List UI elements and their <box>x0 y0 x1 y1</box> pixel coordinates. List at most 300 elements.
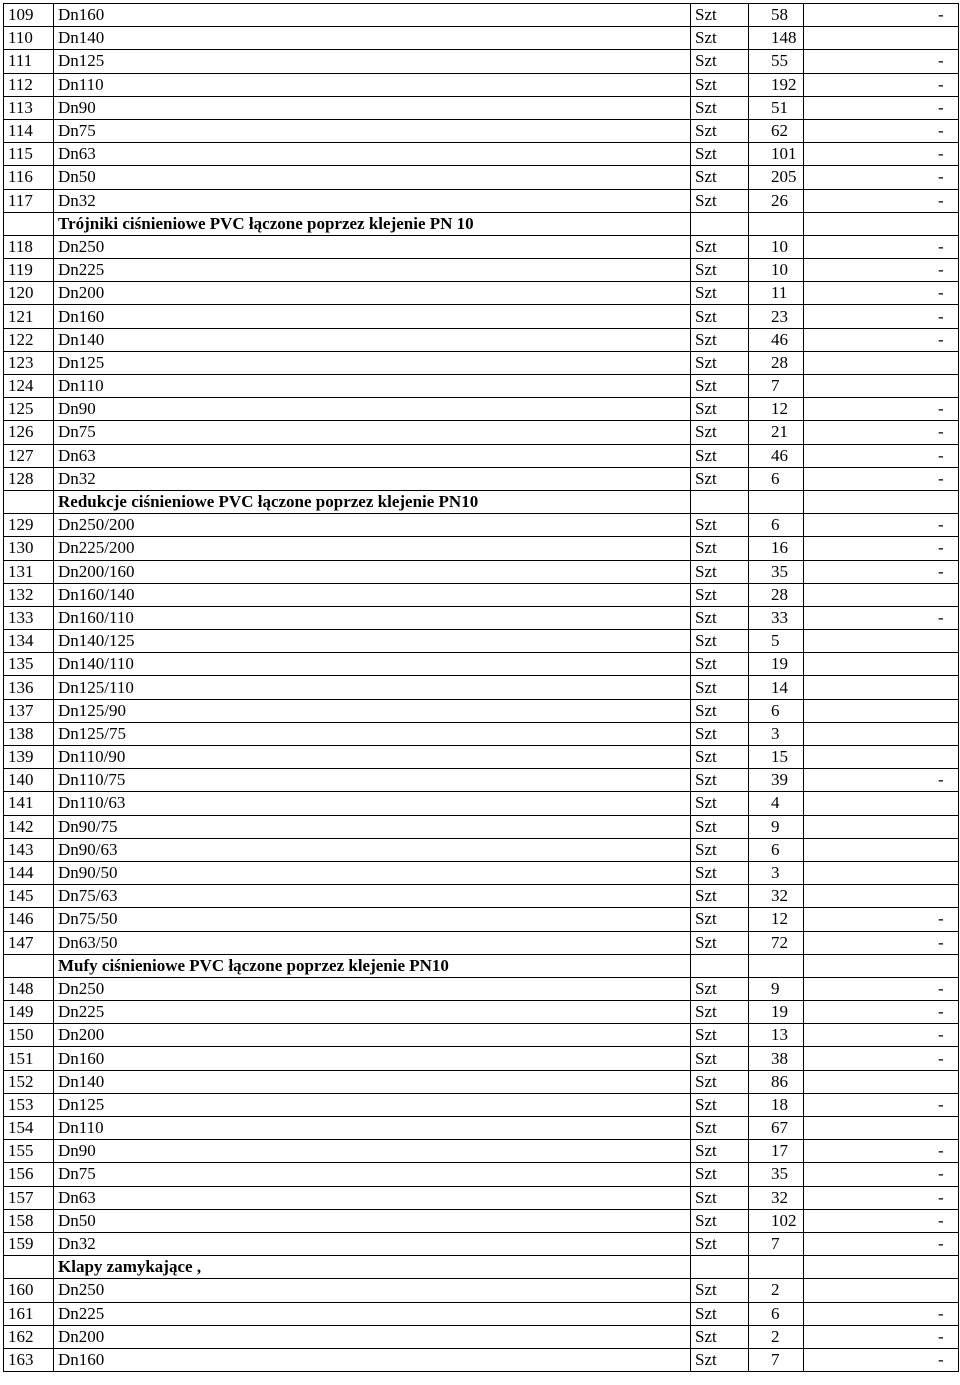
table-row <box>4 1024 959 1047</box>
mark-cell <box>804 1256 959 1279</box>
table-row <box>4 235 959 258</box>
row-number-cell: 146 <box>4 908 54 931</box>
table-row <box>4 1163 959 1186</box>
item-name-cell: Dn63/50 <box>54 931 691 954</box>
mark-cell: - <box>804 1232 959 1255</box>
mark-cell: - <box>804 166 959 189</box>
mark-cell <box>804 676 959 699</box>
unit-cell: Szt <box>691 73 749 96</box>
row-number-cell: 159 <box>4 1232 54 1255</box>
mark-cell: - <box>804 259 959 282</box>
mark-cell <box>804 490 959 513</box>
unit-cell: Szt <box>691 143 749 166</box>
mark-cell <box>804 375 959 398</box>
item-name-cell: Dn250 <box>54 1279 691 1302</box>
mark-cell <box>804 1117 959 1140</box>
item-name-cell: Dn140 <box>54 1070 691 1093</box>
quantity-cell: 51 <box>749 96 804 119</box>
section-header-row <box>4 212 959 235</box>
quantity-cell <box>749 490 804 513</box>
unit-cell: Szt <box>691 50 749 73</box>
unit-cell <box>691 212 749 235</box>
quantity-cell: 67 <box>749 1117 804 1140</box>
row-number-cell: 125 <box>4 398 54 421</box>
unit-cell: Szt <box>691 1209 749 1232</box>
unit-cell: Szt <box>691 1302 749 1325</box>
mark-cell: - <box>804 4 959 27</box>
table-row <box>4 1093 959 1116</box>
unit-cell: Szt <box>691 560 749 583</box>
item-name-cell: Dn63 <box>54 1186 691 1209</box>
section-title: Redukcje ciśnieniowe PVC łączone poprzez klejenie PN10 <box>54 490 691 513</box>
quantity-cell: 11 <box>749 282 804 305</box>
item-name-cell: Dn200 <box>54 1024 691 1047</box>
row-number-cell <box>4 954 54 977</box>
item-name-cell: Dn110/63 <box>54 792 691 815</box>
quantity-cell: 32 <box>749 1186 804 1209</box>
row-number-cell: 156 <box>4 1163 54 1186</box>
table-row <box>4 630 959 653</box>
row-number-cell: 157 <box>4 1186 54 1209</box>
table-row <box>4 421 959 444</box>
unit-cell: Szt <box>691 1117 749 1140</box>
quantity-cell: 46 <box>749 444 804 467</box>
unit-cell <box>691 490 749 513</box>
row-number-cell: 123 <box>4 351 54 374</box>
quantity-cell: 72 <box>749 931 804 954</box>
quantity-cell: 19 <box>749 653 804 676</box>
mark-cell: - <box>804 1302 959 1325</box>
unit-cell: Szt <box>691 1093 749 1116</box>
quantity-cell: 6 <box>749 467 804 490</box>
table-row <box>4 838 959 861</box>
table-row <box>4 1348 959 1371</box>
section-header-row <box>4 954 959 977</box>
table-row <box>4 560 959 583</box>
mark-cell: - <box>804 235 959 258</box>
row-number-cell: 130 <box>4 537 54 560</box>
section-header-row <box>4 1256 959 1279</box>
item-name-cell: Dn90/75 <box>54 815 691 838</box>
item-name-cell: Dn225 <box>54 1001 691 1024</box>
table-row <box>4 375 959 398</box>
mark-cell: - <box>804 537 959 560</box>
unit-cell: Szt <box>691 885 749 908</box>
table-row <box>4 328 959 351</box>
item-name-cell: Dn160/140 <box>54 583 691 606</box>
row-number-cell: 162 <box>4 1325 54 1348</box>
row-number-cell: 147 <box>4 931 54 954</box>
unit-cell: Szt <box>691 375 749 398</box>
quantity-cell: 14 <box>749 676 804 699</box>
quantity-cell: 6 <box>749 1302 804 1325</box>
quantity-cell: 32 <box>749 885 804 908</box>
item-name-cell: Dn90/50 <box>54 861 691 884</box>
item-name-cell: Dn125/110 <box>54 676 691 699</box>
unit-cell: Szt <box>691 537 749 560</box>
quantity-cell: 7 <box>749 375 804 398</box>
unit-cell: Szt <box>691 908 749 931</box>
table-row <box>4 1209 959 1232</box>
mark-cell: - <box>804 1325 959 1348</box>
unit-cell: Szt <box>691 606 749 629</box>
row-number-cell: 142 <box>4 815 54 838</box>
row-number-cell: 117 <box>4 189 54 212</box>
unit-cell: Szt <box>691 630 749 653</box>
table-row <box>4 259 959 282</box>
item-name-cell: Dn200 <box>54 282 691 305</box>
mark-cell: - <box>804 96 959 119</box>
table-row <box>4 1140 959 1163</box>
mark-cell <box>804 792 959 815</box>
table-row <box>4 977 959 1000</box>
mark-cell: - <box>804 1163 959 1186</box>
quantity-cell: 4 <box>749 792 804 815</box>
mark-cell: - <box>804 328 959 351</box>
unit-cell: Szt <box>691 653 749 676</box>
row-number-cell: 153 <box>4 1093 54 1116</box>
unit-cell: Szt <box>691 328 749 351</box>
mark-cell <box>804 746 959 769</box>
item-name-cell: Dn250/200 <box>54 514 691 537</box>
item-name-cell: Dn75/50 <box>54 908 691 931</box>
quantity-cell: 39 <box>749 769 804 792</box>
table-row <box>4 1302 959 1325</box>
item-name-cell: Dn75/63 <box>54 885 691 908</box>
row-number-cell: 128 <box>4 467 54 490</box>
item-name-cell: Dn63 <box>54 444 691 467</box>
quantity-cell: 6 <box>749 838 804 861</box>
mark-cell <box>804 351 959 374</box>
mark-cell: - <box>804 931 959 954</box>
unit-cell: Szt <box>691 815 749 838</box>
item-name-cell: Dn225 <box>54 259 691 282</box>
row-number-cell: 114 <box>4 119 54 142</box>
quantity-cell: 205 <box>749 166 804 189</box>
row-number-cell: 137 <box>4 699 54 722</box>
row-number-cell: 161 <box>4 1302 54 1325</box>
table-row <box>4 931 959 954</box>
item-name-cell: Dn125 <box>54 1093 691 1116</box>
item-name-cell: Dn160 <box>54 1047 691 1070</box>
item-name-cell: Dn140 <box>54 328 691 351</box>
quantity-cell: 9 <box>749 815 804 838</box>
row-number-cell: 151 <box>4 1047 54 1070</box>
quantity-cell: 101 <box>749 143 804 166</box>
quantity-cell: 148 <box>749 27 804 50</box>
quantity-cell: 2 <box>749 1279 804 1302</box>
mark-cell <box>804 27 959 50</box>
row-number-cell: 126 <box>4 421 54 444</box>
mark-cell: - <box>804 606 959 629</box>
table-row <box>4 119 959 142</box>
table-row <box>4 351 959 374</box>
quantity-cell: 6 <box>749 699 804 722</box>
mark-cell: - <box>804 50 959 73</box>
row-number-cell: 141 <box>4 792 54 815</box>
unit-cell: Szt <box>691 166 749 189</box>
unit-cell: Szt <box>691 583 749 606</box>
table-body <box>4 4 959 1372</box>
item-name-cell: Dn125 <box>54 50 691 73</box>
quantity-cell: 6 <box>749 514 804 537</box>
row-number-cell: 119 <box>4 259 54 282</box>
item-name-cell: Dn125/75 <box>54 722 691 745</box>
item-name-cell: Dn200/160 <box>54 560 691 583</box>
row-number-cell: 124 <box>4 375 54 398</box>
mark-cell <box>804 1070 959 1093</box>
table-row <box>4 96 959 119</box>
item-name-cell: Dn160/110 <box>54 606 691 629</box>
item-name-cell: Dn250 <box>54 235 691 258</box>
row-number-cell: 118 <box>4 235 54 258</box>
mark-cell: - <box>804 73 959 96</box>
row-number-cell: 115 <box>4 143 54 166</box>
mark-cell: - <box>804 1024 959 1047</box>
unit-cell: Szt <box>691 27 749 50</box>
table-row <box>4 1047 959 1070</box>
row-number-cell: 116 <box>4 166 54 189</box>
quantity-cell: 2 <box>749 1325 804 1348</box>
item-name-cell: Dn225 <box>54 1302 691 1325</box>
section-title: Klapy zamykające , <box>54 1256 691 1279</box>
item-name-cell: Dn75 <box>54 1163 691 1186</box>
table-row <box>4 27 959 50</box>
mark-cell: - <box>804 1093 959 1116</box>
row-number-cell: 158 <box>4 1209 54 1232</box>
row-number-cell: 152 <box>4 1070 54 1093</box>
table-row <box>4 885 959 908</box>
quantity-cell: 3 <box>749 861 804 884</box>
unit-cell: Szt <box>691 861 749 884</box>
table-row <box>4 467 959 490</box>
table-row <box>4 769 959 792</box>
row-number-cell: 110 <box>4 27 54 50</box>
table-row <box>4 1279 959 1302</box>
mark-cell: - <box>804 444 959 467</box>
item-name-cell: Dn90 <box>54 96 691 119</box>
table-row <box>4 305 959 328</box>
row-number-cell: 139 <box>4 746 54 769</box>
item-name-cell: Dn50 <box>54 166 691 189</box>
table-row <box>4 444 959 467</box>
item-name-cell: Dn160 <box>54 4 691 27</box>
item-name-cell: Dn90/63 <box>54 838 691 861</box>
row-number-cell: 150 <box>4 1024 54 1047</box>
row-number-cell: 155 <box>4 1140 54 1163</box>
mark-cell: - <box>804 514 959 537</box>
table-row <box>4 189 959 212</box>
row-number-cell: 129 <box>4 514 54 537</box>
unit-cell: Szt <box>691 1024 749 1047</box>
mark-cell: - <box>804 398 959 421</box>
row-number-cell: 145 <box>4 885 54 908</box>
mark-cell <box>804 722 959 745</box>
unit-cell: Szt <box>691 467 749 490</box>
item-name-cell: Dn125/90 <box>54 699 691 722</box>
unit-cell: Szt <box>691 838 749 861</box>
quantity-cell: 3 <box>749 722 804 745</box>
unit-cell <box>691 954 749 977</box>
unit-cell: Szt <box>691 282 749 305</box>
item-name-cell: Dn110 <box>54 375 691 398</box>
item-name-cell: Dn90 <box>54 398 691 421</box>
table-row <box>4 792 959 815</box>
unit-cell: Szt <box>691 792 749 815</box>
item-name-cell: Dn140 <box>54 27 691 50</box>
quantity-cell: 46 <box>749 328 804 351</box>
quantity-cell: 7 <box>749 1348 804 1371</box>
unit-cell: Szt <box>691 1325 749 1348</box>
quantity-cell: 19 <box>749 1001 804 1024</box>
row-number-cell: 140 <box>4 769 54 792</box>
table-row <box>4 1001 959 1024</box>
unit-cell: Szt <box>691 931 749 954</box>
table-row <box>4 1186 959 1209</box>
table-row <box>4 861 959 884</box>
mark-cell: - <box>804 1348 959 1371</box>
unit-cell: Szt <box>691 676 749 699</box>
section-title: Trójniki ciśnieniowe PVC łączone poprzez klejenie PN 10 <box>54 212 691 235</box>
quantity-cell <box>749 954 804 977</box>
unit-cell: Szt <box>691 699 749 722</box>
quantity-cell: 5 <box>749 630 804 653</box>
quantity-cell: 23 <box>749 305 804 328</box>
table-row <box>4 4 959 27</box>
item-name-cell: Dn32 <box>54 189 691 212</box>
table-row <box>4 722 959 745</box>
unit-cell <box>691 1256 749 1279</box>
mark-cell: - <box>804 119 959 142</box>
item-name-cell: Dn75 <box>54 119 691 142</box>
unit-cell: Szt <box>691 4 749 27</box>
table-row <box>4 143 959 166</box>
mark-cell <box>804 954 959 977</box>
mark-cell <box>804 212 959 235</box>
item-name-cell: Dn110 <box>54 1117 691 1140</box>
unit-cell: Szt <box>691 1279 749 1302</box>
row-number-cell: 112 <box>4 73 54 96</box>
unit-cell: Szt <box>691 444 749 467</box>
table-row <box>4 1117 959 1140</box>
unit-cell: Szt <box>691 259 749 282</box>
quantity-cell: 192 <box>749 73 804 96</box>
table-row <box>4 676 959 699</box>
row-number-cell: 111 <box>4 50 54 73</box>
mark-cell: - <box>804 189 959 212</box>
table-row <box>4 282 959 305</box>
quantity-cell: 16 <box>749 537 804 560</box>
unit-cell: Szt <box>691 1348 749 1371</box>
table-row <box>4 653 959 676</box>
quantity-cell: 38 <box>749 1047 804 1070</box>
row-number-cell: 138 <box>4 722 54 745</box>
row-number-cell: 134 <box>4 630 54 653</box>
row-number-cell <box>4 212 54 235</box>
quantity-cell: 10 <box>749 259 804 282</box>
quantity-cell: 62 <box>749 119 804 142</box>
mark-cell: - <box>804 769 959 792</box>
mark-cell: - <box>804 908 959 931</box>
item-name-cell: Dn160 <box>54 305 691 328</box>
mark-cell: - <box>804 1140 959 1163</box>
item-name-cell: Dn90 <box>54 1140 691 1163</box>
item-name-cell: Dn125 <box>54 351 691 374</box>
mark-cell <box>804 861 959 884</box>
item-name-cell: Dn32 <box>54 467 691 490</box>
mark-cell: - <box>804 1047 959 1070</box>
unit-cell: Szt <box>691 398 749 421</box>
row-number-cell: 144 <box>4 861 54 884</box>
unit-cell: Szt <box>691 119 749 142</box>
table-row <box>4 908 959 931</box>
mark-cell <box>804 885 959 908</box>
section-header-row <box>4 490 959 513</box>
mark-cell <box>804 583 959 606</box>
quantity-cell: 7 <box>749 1232 804 1255</box>
row-number-cell: 148 <box>4 977 54 1000</box>
quantity-cell: 10 <box>749 235 804 258</box>
mark-cell: - <box>804 305 959 328</box>
item-name-cell: Dn140/125 <box>54 630 691 653</box>
quantity-cell: 17 <box>749 1140 804 1163</box>
table-row <box>4 73 959 96</box>
unit-cell: Szt <box>691 1186 749 1209</box>
item-name-cell: Dn110/90 <box>54 746 691 769</box>
item-name-cell: Dn250 <box>54 977 691 1000</box>
item-name-cell: Dn160 <box>54 1348 691 1371</box>
mark-cell <box>804 699 959 722</box>
table-row <box>4 398 959 421</box>
unit-cell: Szt <box>691 769 749 792</box>
item-name-cell: Dn75 <box>54 421 691 444</box>
mark-cell: - <box>804 1186 959 1209</box>
unit-cell: Szt <box>691 722 749 745</box>
quantity-cell: 21 <box>749 421 804 444</box>
unit-cell: Szt <box>691 746 749 769</box>
quantity-cell <box>749 1256 804 1279</box>
row-number-cell: 127 <box>4 444 54 467</box>
row-number-cell: 154 <box>4 1117 54 1140</box>
item-name-cell: Dn50 <box>54 1209 691 1232</box>
quantity-cell: 55 <box>749 50 804 73</box>
mark-cell: - <box>804 560 959 583</box>
quantity-cell: 28 <box>749 583 804 606</box>
unit-cell: Szt <box>691 1070 749 1093</box>
mark-cell: - <box>804 1001 959 1024</box>
row-number-cell <box>4 1256 54 1279</box>
mark-cell <box>804 1279 959 1302</box>
row-number-cell: 122 <box>4 328 54 351</box>
table-row <box>4 166 959 189</box>
item-name-cell: Dn63 <box>54 143 691 166</box>
quantity-cell: 13 <box>749 1024 804 1047</box>
row-number-cell: 136 <box>4 676 54 699</box>
unit-cell: Szt <box>691 1232 749 1255</box>
mark-cell: - <box>804 1209 959 1232</box>
item-name-cell: Dn110/75 <box>54 769 691 792</box>
quantity-cell: 58 <box>749 4 804 27</box>
unit-cell: Szt <box>691 514 749 537</box>
mark-cell <box>804 838 959 861</box>
table-row <box>4 815 959 838</box>
unit-cell: Szt <box>691 1047 749 1070</box>
unit-cell: Szt <box>691 421 749 444</box>
unit-cell: Szt <box>691 351 749 374</box>
row-number-cell <box>4 490 54 513</box>
table-row <box>4 514 959 537</box>
row-number-cell: 143 <box>4 838 54 861</box>
